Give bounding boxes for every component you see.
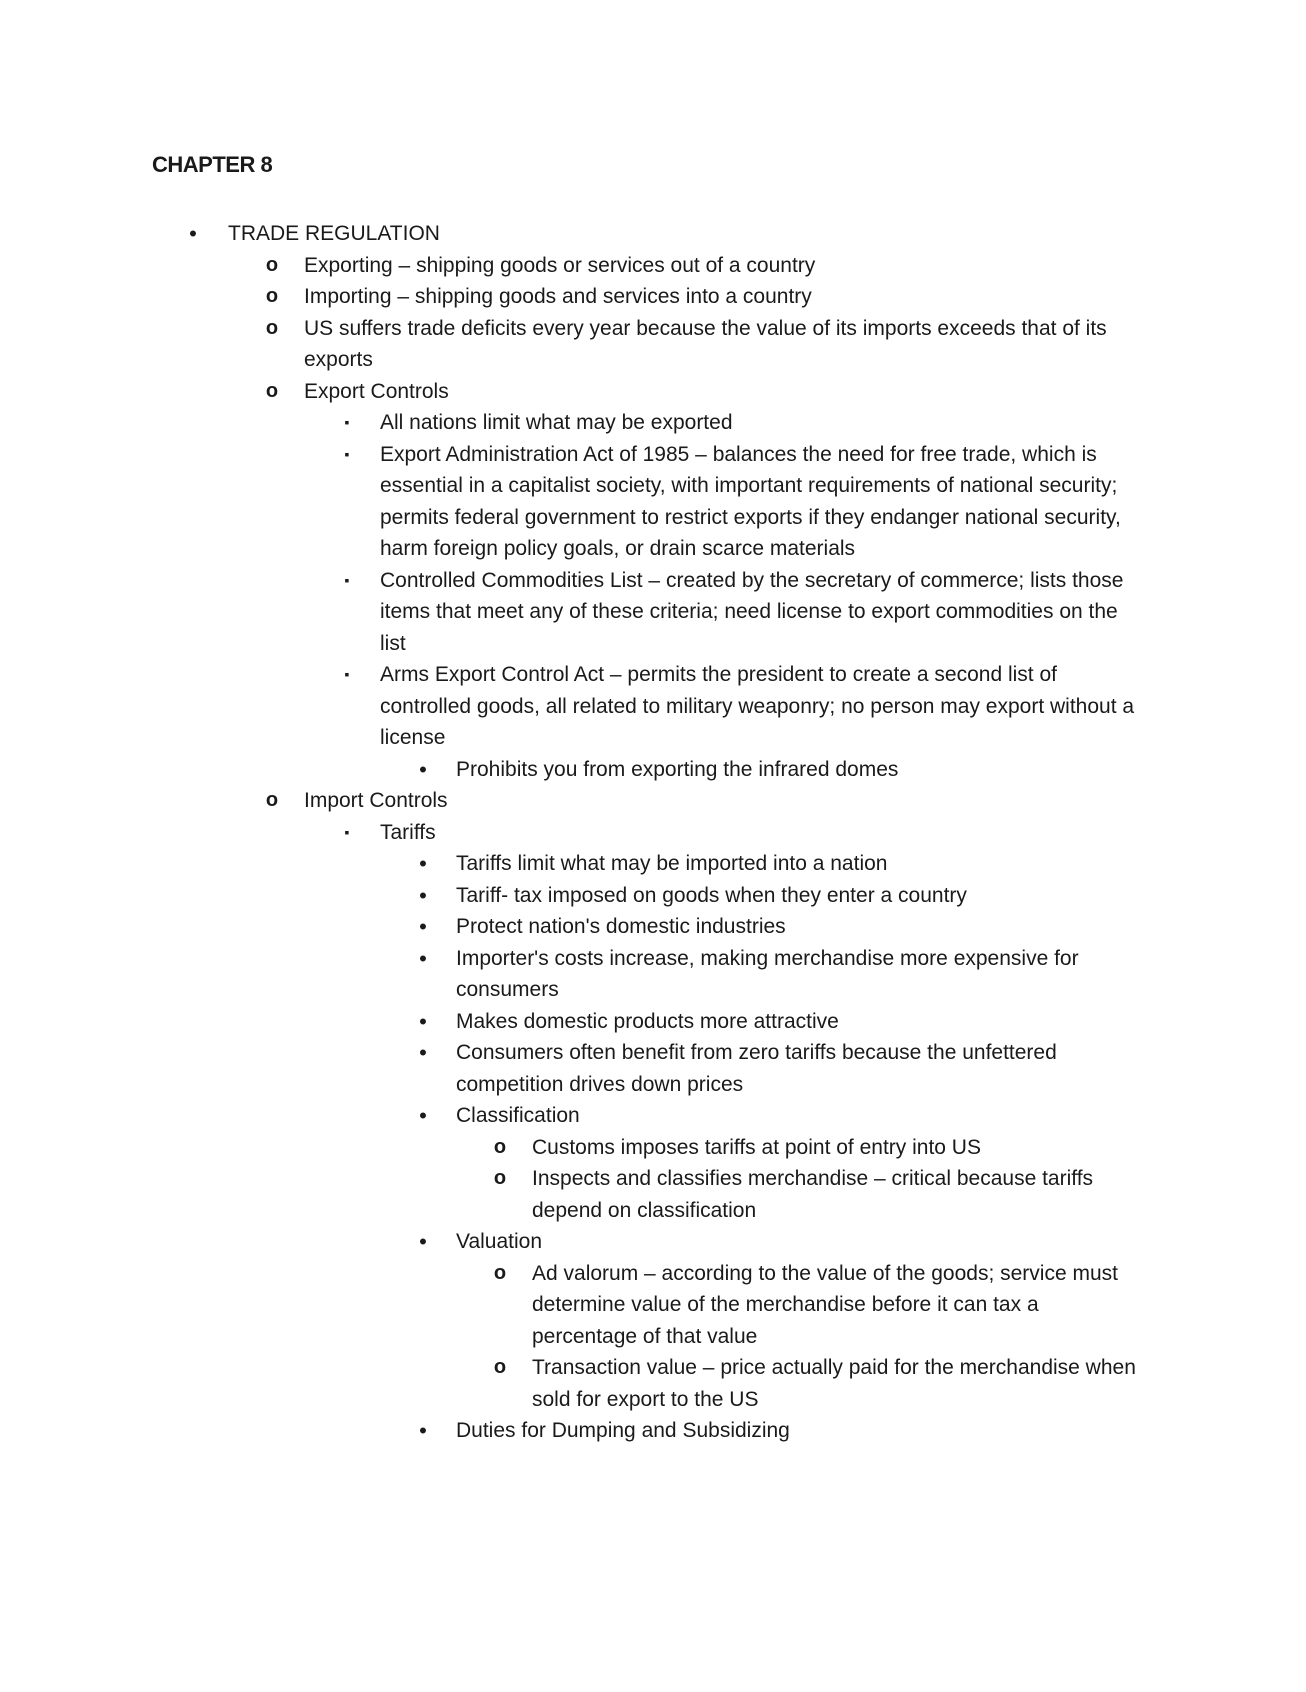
outline-item-text: Controlled Commodities List – created by the secretary of commerce; lists those items that meet any of these criteria; need license to export commodities on the list: [380, 568, 1124, 655]
outline-item-level-5: [0, 1352, 1306, 1415]
outline-item-level-4: [0, 943, 1306, 1006]
outline-item-text: TRADE REGULATION: [228, 222, 440, 245]
outline-item-text: Import Controls: [304, 789, 448, 812]
bullet-marker: ▪: [344, 823, 350, 840]
bullet-marker: •: [419, 1040, 427, 1065]
bullet-marker: •: [419, 756, 427, 782]
outline-item-text: Tariffs limit what may be imported into a nation: [456, 852, 888, 875]
bullet-marker: o: [265, 253, 279, 276]
outline-item-level-3: [0, 439, 1306, 565]
bullet-marker: o: [265, 789, 279, 811]
bullet-marker: •: [419, 851, 427, 876]
outline-item-text: Customs imposes tariffs at point of entry into US: [532, 1135, 981, 1159]
outline-item-level-3: [0, 817, 1306, 849]
outline-item-level-4: [0, 754, 1306, 786]
outline-item-text: Consumers often benefit from zero tariffs because the unfettered competition drives down prices: [456, 1041, 1057, 1096]
outline-item-text: Tariffs: [380, 820, 436, 844]
outline-item-level-4: [0, 848, 1306, 880]
outline-item-text: US suffers trade deficits every year because the value of its imports exceeds that of its exports: [304, 316, 1107, 371]
bullet-marker: o: [493, 1135, 507, 1158]
outline-item-text: Export Administration Act of 1985 – balances the need for free trade, which is essential in a capitalist society, with important requirements of national security; permits federal government to restrict exports if they endanger national security, harm foreign policy goals, or drain scarce materials: [380, 442, 1121, 560]
outline-item-text: Prohibits you from exporting the infrared domes: [456, 757, 899, 781]
outline-item-text: Duties for Dumping and Subsidizing: [456, 1419, 790, 1442]
outline-item-level-2: [0, 281, 1306, 313]
outline-item-level-4: [0, 880, 1306, 912]
outline-item-text: Importing – shipping goods and services into a country: [304, 285, 812, 308]
outline-item-level-4: [0, 1226, 1306, 1258]
bullet-marker: •: [419, 1008, 427, 1034]
outline-item-text: Ad valorum – according to the value of the goods; service must determine value of the merchandise before it can tax a percentage of that value: [532, 1261, 1118, 1348]
outline-item-level-4: [0, 911, 1306, 943]
outline-item-text: Makes domestic products more attractive: [456, 1009, 839, 1033]
bullet-marker: ▪: [344, 445, 350, 462]
bullet-marker: •: [419, 945, 427, 971]
bullet-marker: o: [265, 379, 279, 402]
outline-item-text: Exporting – shipping goods or services out of a country: [304, 253, 816, 277]
outline-item-level-3: [0, 565, 1306, 660]
outline-item-text: Tariff- tax imposed on goods when they enter a country: [456, 883, 967, 907]
outline-item-level-5: [0, 1132, 1306, 1164]
outline-item-level-2: [0, 376, 1306, 408]
outline-item-text: Inspects and classifies merchandise – critical because tariffs depend on classification: [532, 1167, 1094, 1222]
bullet-marker: ▪: [344, 414, 350, 430]
bullet-marker: ▪: [344, 571, 350, 588]
bullet-marker: o: [493, 1261, 507, 1284]
outline-item-text: All nations limit what may be exported: [380, 411, 733, 434]
outline-item-level-4: [0, 1415, 1306, 1447]
bullet-marker: •: [189, 221, 197, 246]
outline-item-level-2: [0, 313, 1306, 376]
bullet-marker: o: [493, 1356, 507, 1378]
outline-item-level-4: [0, 1037, 1306, 1100]
bullet-marker: •: [419, 882, 427, 908]
outline-item-level-1: [0, 218, 1306, 250]
outline-item-level-5: [0, 1258, 1306, 1353]
outline-item-level-3: [0, 659, 1306, 754]
bullet-marker: •: [419, 1418, 427, 1443]
bullet-marker: o: [265, 285, 279, 307]
outline-item-level-3: [0, 407, 1306, 439]
bullet-marker: o: [265, 316, 279, 339]
outline-item-level-4: [0, 1100, 1306, 1132]
chapter-title: CHAPTER 8: [152, 152, 273, 177]
bullet-marker: o: [493, 1167, 507, 1189]
outline-item-level-2: [0, 785, 1306, 817]
bullet-marker: •: [419, 1103, 427, 1128]
outline-item-text: Valuation: [456, 1230, 543, 1253]
outline-item-text: Classification: [456, 1104, 580, 1127]
outline-list: [0, 218, 1306, 1447]
outline-item-level-4: [0, 1006, 1306, 1038]
outline-item-text: Transaction value – price actually paid for the merchandise when sold for export to the US: [532, 1356, 1136, 1411]
outline-item-text: Protect nation's domestic industries: [456, 915, 786, 938]
bullet-marker: •: [419, 914, 427, 939]
bullet-marker: •: [419, 1229, 427, 1254]
outline-item-text: Importer's costs increase, making merchandise more expensive for consumers: [456, 946, 1079, 1001]
outline-item-level-5: [0, 1163, 1306, 1226]
outline-item-level-2: [0, 250, 1306, 282]
outline-item-text: Arms Export Control Act – permits the president to create a second list of controlled goods, all related to military weaponry; no person may export without a license: [380, 663, 1135, 749]
outline-item-text: Export Controls: [304, 379, 449, 403]
bullet-marker: ▪: [344, 666, 350, 682]
